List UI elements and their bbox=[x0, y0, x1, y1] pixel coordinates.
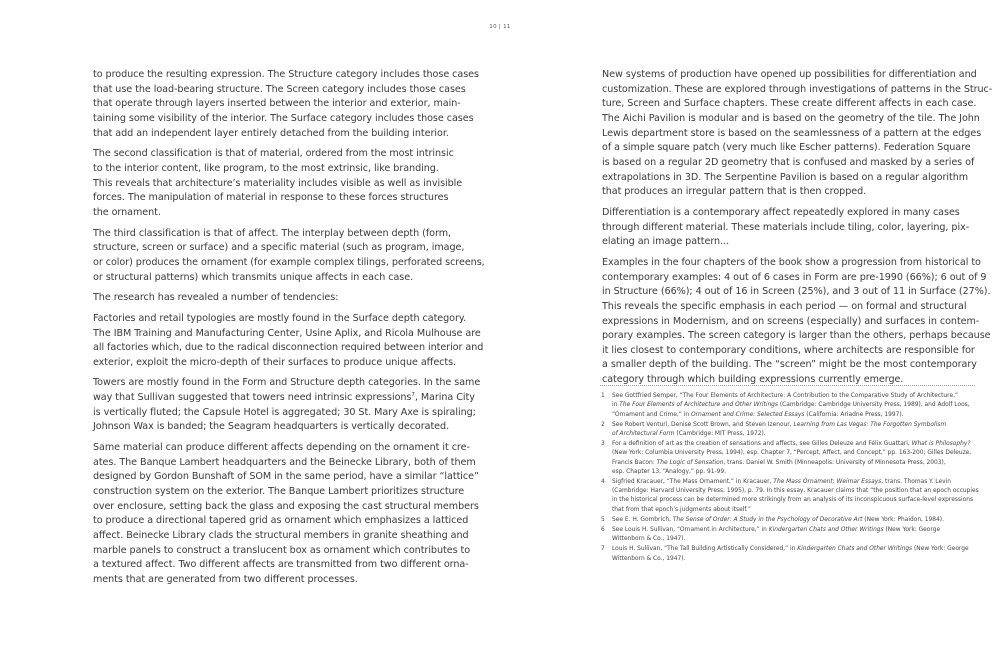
footnote-number: 4 bbox=[601, 478, 605, 485]
footnote-line: in the historical process can be determined more strikingly from an analysis of its inconspicuous surface-level expressions bbox=[612, 497, 974, 504]
footnote-line: See E. H. Gombrich, The Sense of Order: A Study in the Psychology of Decorative Art (New York: Phaidon, 1984). bbox=[612, 516, 944, 523]
text-line: through different material. These materials include tiling, color, layering, pix- bbox=[602, 221, 970, 233]
text-line: is vertically fluted; the Capsule Hotel is aggregated; 30 St. Mary Axe is spiraling; bbox=[93, 406, 476, 418]
text-line: it lies closest to contemporary conditions, where architects are responsible for bbox=[602, 344, 975, 356]
text-line: a smaller depth of the building. The “screen” might be the most contemporary bbox=[602, 359, 977, 371]
footnote-line: esp. Chapter 13, “Analogy,” pp. 91-99. bbox=[612, 468, 726, 475]
footnote-line: Wittenborn & Co., 1947). bbox=[612, 536, 686, 543]
text-run: way that Sullivan suggested that towers need intrinsic expressions bbox=[93, 392, 412, 404]
text-line: of a simple square patch (very much like Escher patterns). Federation Square bbox=[602, 142, 971, 154]
footnote-line: that from that epoch’s judgments about itself.” bbox=[612, 506, 751, 513]
text-line: to produce the resulting expression. The Structure category includes those cases bbox=[93, 69, 479, 80]
footnote-line: of Architectural Form (Cambridge: MIT Press, 1972). bbox=[612, 430, 766, 437]
body-paragraph bbox=[93, 227, 485, 286]
footnote-item bbox=[601, 392, 981, 420]
text-line: The Aichi Pavilion is modular and is based on the geometry of the tile. The John bbox=[602, 112, 980, 124]
left-page-column bbox=[93, 68, 485, 594]
footnote-line: Sigfried Kracauer, “The Mass Ornament,” in Kracauer, The Mass Ornament: Weimar Essays, trans. Thomas Y. Levin bbox=[612, 478, 951, 485]
footnote-line: See Robert Venturi, Denise Scott Brown, and Steven Izenour, Learning from Las Vegas: The Forgotten Symbolism bbox=[612, 421, 947, 428]
footnote-item bbox=[601, 440, 981, 477]
text-line: Towers are mostly found in the Form and Structure depth categories. In the same bbox=[93, 377, 481, 389]
text-line: ture, Screen and Surface chapters. These create different affects in each case. bbox=[602, 98, 977, 110]
text-line: New systems of production have opened up possibilities for differentiation and bbox=[602, 69, 977, 80]
footnote-line: (Cambridge: Harvard University Press, 1995), p. 79. In this essay, Kracauer claims that “the position that an epoch occupies bbox=[612, 488, 979, 495]
text-line: affect. Beinecke Library clads the structural members in granite sheathing and bbox=[93, 530, 469, 542]
footnote-line: “Ornament and Crime,” in Ornament and Crime: Selected Essays (California: Ariadne Press, 1997). bbox=[612, 411, 904, 418]
footnote-line: See Louis H. Sullivan, “Ornament in Architecture,” in Kindergarten Chats and Other Writings (New York: George bbox=[612, 526, 941, 533]
text-line: The IBM Training and Manufacturing Center, Usine Aplix, and Ricola Mulhouse are bbox=[93, 327, 481, 339]
text-line: extrapolations in 3D. The Serpentine Pavilion is based on a regular algorithm bbox=[602, 171, 969, 183]
body-paragraph bbox=[93, 376, 481, 435]
text-line: contemporary examples: 4 out of 6 cases in Form are pre-1990 (66%); 6 out of 9 bbox=[602, 271, 987, 283]
text-line: The third classification is that of affect. The interplay between depth (form, bbox=[93, 227, 452, 239]
text-line: or structural patterns) which transmits unique affects in each case. bbox=[93, 271, 414, 283]
text-line: that add an independent layer entirely detached from the building interior. bbox=[93, 127, 449, 139]
text-line: that operate through layers inserted between the interior and exterior, main- bbox=[93, 98, 461, 110]
text-run: , Marina City bbox=[414, 392, 475, 404]
footnote-item bbox=[601, 516, 981, 525]
text-line: Differentiation is a contemporary affect repeatedly explored in many cases bbox=[602, 206, 960, 218]
text-line: exterior, exploit the micro-depth of their surfaces to produce unique affects. bbox=[93, 356, 457, 368]
body-paragraph bbox=[93, 312, 484, 371]
footnote-reference[interactable]: 7 bbox=[411, 392, 415, 399]
body-paragraph bbox=[93, 68, 479, 141]
footnote-line: in The Four Elements of Architecture and Other Writings (Cambridge: Cambridge University Press, 1989), and Adolf Loos, bbox=[612, 402, 970, 409]
text-line: marble panels to construct a translucent box as ornament which contributes to bbox=[93, 544, 471, 556]
text-line: elating an image pattern... bbox=[602, 236, 730, 248]
text-line: Examples in the four chapters of the book show a progression from historical to bbox=[602, 256, 981, 268]
footnote-item bbox=[601, 526, 981, 545]
footnote-number: 5 bbox=[601, 516, 605, 523]
text-line: a textured affect. Two different affects are transmitted from two different orna- bbox=[93, 559, 469, 571]
text-line: category through which building expressions currently emerge. bbox=[602, 374, 904, 386]
footnote-number: 7 bbox=[601, 546, 605, 553]
text-line: all factories which, due to the radical disconnection required between interior and bbox=[93, 342, 484, 354]
text-line: ments that are generated from two different processes. bbox=[93, 574, 358, 585]
text-line: Johnson Wax is banded; the Seagram headquarters is vertically decorated. bbox=[93, 421, 450, 433]
footnote-item bbox=[601, 421, 981, 440]
footnote-line: See Gottfried Semper, “The Four Elements of Architecture: A Contribution to the Comparative Study of Architecture,” bbox=[612, 393, 958, 399]
text-line: that use the load-bearing structure. The Screen category includes those cases bbox=[93, 83, 466, 95]
text-line: Lewis department store is based on the seamlessness of a pattern at the edges bbox=[602, 127, 982, 139]
text-line: Same material can produce different affects depending on the ornament it cre- bbox=[93, 442, 470, 454]
text-line: forces. The manipulation of material in response to these forces structures bbox=[93, 192, 449, 204]
footnote-number: 1 bbox=[601, 393, 605, 399]
footnote-line: Francis Bacon: The Logic of Sensation, trans. Daniel W. Smith (Minneapolis: University of Minnesota Press, 2003), bbox=[612, 459, 946, 466]
footnote-line: For a definition of art as the creation of sensations and affects, see Gilles Deleuze and Félix Guattari, What is Philosophy? bbox=[612, 441, 971, 448]
footnote-number: 3 bbox=[601, 441, 605, 448]
text-line: to the interior content, like program, to the most extrinsic, like branding. bbox=[93, 162, 439, 174]
right-page-column bbox=[602, 68, 993, 394]
body-paragraph bbox=[93, 291, 469, 306]
text-line: expressions in Modernism, and on screens (especially) and surfaces in contem- bbox=[602, 315, 980, 327]
text-line: in Structure (66%); 4 out of 16 in Screen (25%), and 3 out of 11 in Surface (27%). bbox=[602, 286, 991, 298]
footnote-number: 6 bbox=[601, 526, 605, 533]
body-paragraph bbox=[93, 441, 479, 588]
text-line: porary examples. The screen category is larger than the others, perhaps because bbox=[602, 330, 991, 342]
text-line: or color) produces the ornament (for example complex tilings, perforated screens, bbox=[93, 256, 485, 268]
text-line bbox=[93, 391, 475, 406]
footnote-line: (New York: Columbia University Press, 1994), esp. Chapter 7, “Percept, Affect, and Concept,” pp. 163-200; Gilles Deleuze, bbox=[612, 450, 972, 457]
text-line: that produces an irregular pattern that is then cropped. bbox=[602, 186, 867, 198]
body-paragraph bbox=[602, 256, 991, 388]
text-line: customization. These are explored through investigations of patterns in the Struc- bbox=[602, 83, 993, 95]
text-line: construction system on the exterior. The Banque Lambert prioritizes structure bbox=[93, 486, 465, 498]
text-line: Factories and retail typologies are mostly found in the Surface depth category. bbox=[93, 312, 467, 324]
text-line: designed by Gordon Bunshaft of SOM in the same period, have a similar “lattice” bbox=[93, 471, 479, 483]
text-line: The second classification is that of material, ordered from the most intrinsic bbox=[93, 148, 454, 160]
text-line: structure, screen or surface) and a specific material (such as program, image, bbox=[93, 242, 465, 254]
body-paragraph bbox=[602, 68, 993, 200]
footnote-item bbox=[601, 478, 981, 515]
text-line: is based on a regular 2D geometry that is confused and masked by a series of bbox=[602, 156, 975, 168]
footnotes-list bbox=[601, 392, 981, 565]
footnote-item bbox=[601, 545, 981, 564]
text-line: This reveals the specific emphasis in each period — on formal and structural bbox=[602, 300, 967, 312]
text-line: over enclosure, setting back the glass and exposing the cast structural members bbox=[93, 500, 479, 512]
body-paragraph bbox=[602, 206, 978, 250]
footnote-number: 2 bbox=[601, 421, 605, 428]
text-line: to produce a directional tapered grid as ornament which emphasizes a latticed bbox=[93, 515, 469, 527]
footnote-line: Wittenborn & Co., 1947). bbox=[612, 555, 686, 562]
footnote-line: Louis H. Sullivan, “The Tall Building Artistically Considered,” in Kindergarten Chats and Other Writings (New York: George bbox=[612, 546, 969, 553]
text-line: This reveals that architecture’s materiality includes visible as well as invisible bbox=[93, 177, 463, 189]
text-line: taining some visibility of the interior. The Surface category includes those cases bbox=[93, 112, 474, 124]
text-line: the ornament. bbox=[93, 206, 161, 218]
page-folio: 10 | 11 bbox=[489, 24, 511, 30]
footnote-divider bbox=[600, 385, 975, 386]
body-paragraph bbox=[93, 147, 469, 220]
text-line: The research has revealed a number of tendencies: bbox=[93, 292, 339, 304]
text-line: ates. The Banque Lambert headquarters and the Beinecke Library, both of them bbox=[93, 456, 476, 468]
